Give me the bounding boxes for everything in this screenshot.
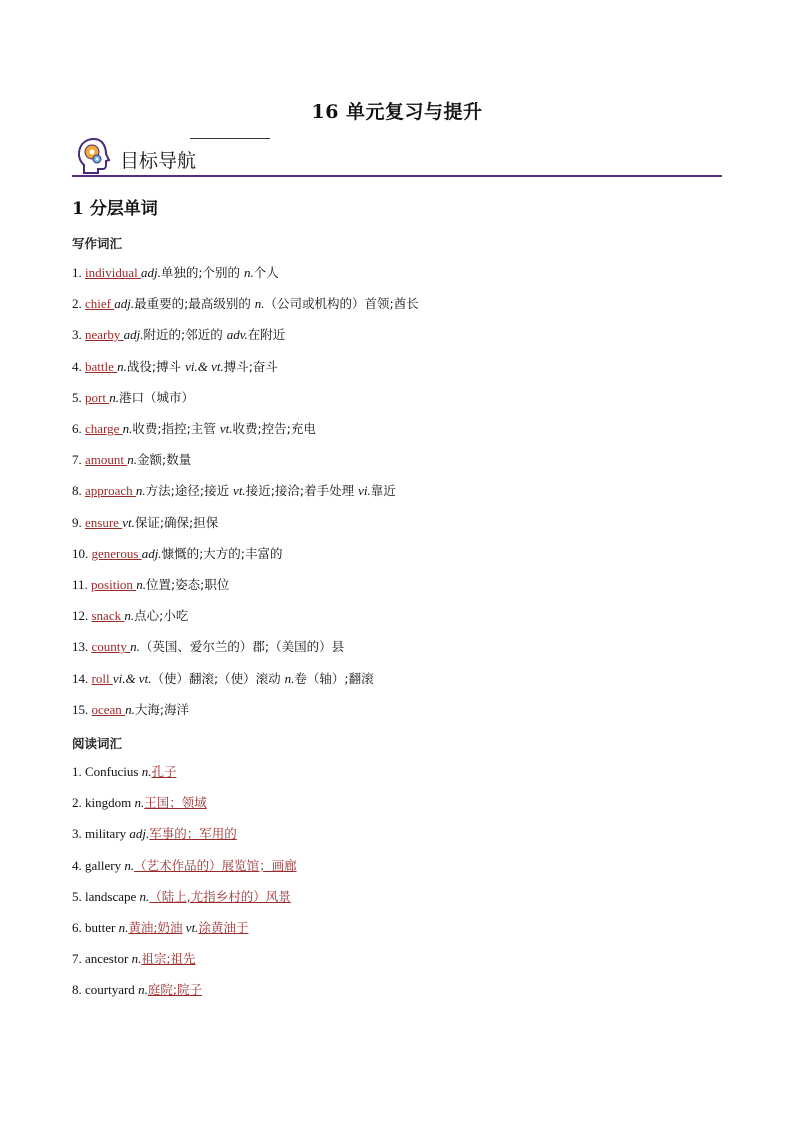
- definition: 在附近: [247, 327, 286, 343]
- part-of-speech: n.: [124, 608, 135, 624]
- head-gears-icon: [76, 136, 112, 176]
- definition: （公司或机构的）首领;酋长: [264, 296, 419, 312]
- vocab-word: roll: [91, 670, 113, 686]
- writing-vocab-heading: 写作词汇: [72, 236, 123, 251]
- answer: 涂黄油于: [198, 920, 249, 935]
- part-of-speech: n.: [124, 857, 135, 873]
- list-item: [72, 421, 316, 437]
- answer: （艺术作品的）展览馆；画廊: [134, 857, 297, 873]
- part-of-speech: n.: [122, 421, 133, 436]
- vocab-word: port: [85, 389, 110, 405]
- part-of-speech: vi.: [358, 483, 371, 499]
- list-item: [72, 515, 218, 531]
- item-number: 8.: [72, 483, 85, 499]
- definition: 位置;姿态;职位: [145, 577, 230, 592]
- definition: 靠近: [370, 483, 396, 499]
- item-number: 13.: [72, 639, 92, 655]
- part-of-speech: vt.: [122, 514, 135, 530]
- item-number: 4.: [72, 857, 85, 873]
- part-of-speech: n.: [284, 670, 295, 686]
- list-item: [72, 577, 229, 593]
- part-of-speech: n.: [127, 452, 137, 468]
- list-item: [72, 702, 189, 718]
- definition: 附近的;邻近的: [143, 327, 227, 343]
- vocab-word: courtyard: [85, 982, 139, 998]
- vocab-word: snack: [91, 608, 125, 624]
- answer: 黄油;奶油: [128, 920, 183, 935]
- banner-rule: [72, 175, 722, 177]
- item-number: 3.: [72, 826, 85, 842]
- definition: 金额;数量: [137, 452, 192, 468]
- answer: 军事的；军用的: [149, 826, 237, 842]
- item-number: 6.: [72, 920, 85, 935]
- item-number: 4.: [72, 358, 85, 374]
- item-number: 5.: [72, 389, 85, 405]
- vocab-word: amount: [85, 452, 128, 468]
- item-number: 11.: [72, 577, 92, 592]
- list-item: [72, 390, 194, 406]
- part-of-speech: n.: [118, 920, 129, 935]
- list-item: [72, 639, 344, 655]
- item-number: 8.: [72, 982, 85, 998]
- item-number: 6.: [72, 421, 85, 436]
- list-item: [72, 483, 396, 499]
- vocab-word: Confucius: [85, 764, 142, 779]
- vocab-word: nearby: [85, 327, 124, 343]
- vocab-word: position: [91, 577, 137, 592]
- part-of-speech: n.: [130, 639, 140, 655]
- definition: （英国、爱尔兰的）郡;（美国的）县: [139, 639, 345, 655]
- part-of-speech: n.: [136, 577, 146, 592]
- part-of-speech: vt.: [233, 483, 246, 499]
- item-number: 12.: [72, 608, 92, 624]
- item-number: 14.: [72, 670, 92, 686]
- part-of-speech: vt.: [182, 920, 199, 935]
- definition: 大海;海洋: [134, 701, 190, 717]
- list-item: [72, 795, 207, 811]
- vocab-word: military: [85, 826, 130, 842]
- vocab-word: gallery: [85, 857, 125, 873]
- definition: （使）翻滚;（使）滚动: [151, 670, 285, 686]
- definition: 点心;小吃: [134, 608, 189, 624]
- list-item: [72, 327, 285, 343]
- item-number: 2.: [72, 296, 85, 312]
- part-of-speech: n.: [139, 888, 150, 904]
- part-of-speech: n.: [135, 483, 146, 499]
- list-item: [72, 546, 283, 562]
- definition: 战役;搏斗: [126, 358, 186, 374]
- item-number: 15.: [72, 701, 92, 717]
- list-item: [72, 982, 202, 998]
- item-number: 10.: [72, 545, 92, 561]
- definition: 最重要的;最高级别的: [134, 296, 255, 312]
- vocab-word: charge: [85, 421, 123, 436]
- vocab-word: generous: [91, 545, 142, 561]
- definition: 收费;控告;充电: [232, 421, 316, 436]
- answer: 祖宗;祖先: [141, 951, 196, 967]
- list-item: [72, 296, 419, 312]
- list-item: [72, 826, 237, 842]
- part-of-speech: n.: [117, 358, 127, 374]
- item-number: 2.: [72, 795, 85, 811]
- item-number: 5.: [72, 888, 85, 904]
- item-number: 9.: [72, 514, 85, 530]
- item-number: 3.: [72, 327, 85, 343]
- section-heading: 1 分层单词: [72, 199, 158, 219]
- part-of-speech: n.: [254, 296, 265, 312]
- vocab-word: butter: [85, 920, 119, 935]
- list-item: [72, 265, 279, 281]
- answer: 王国；领域: [144, 795, 207, 811]
- list-item: [72, 951, 196, 967]
- answer: 庭院;院子: [147, 982, 203, 998]
- part-of-speech: n.: [131, 951, 142, 967]
- part-of-speech: n.: [125, 701, 135, 717]
- definition: 收费;指控;主管: [132, 421, 220, 436]
- banner-top-line: [190, 138, 270, 139]
- section-banner: [72, 132, 722, 178]
- list-item: [72, 671, 374, 687]
- part-of-speech: adj.: [114, 296, 135, 312]
- definition: 单独的;个别的: [160, 265, 245, 280]
- definition: 港口（城市）: [118, 389, 194, 405]
- part-of-speech: n.: [134, 795, 145, 811]
- page-title: 16 单元复习与提升: [311, 101, 483, 123]
- vocab-word: ancestor: [85, 951, 132, 967]
- list-item: [72, 858, 297, 874]
- item-number: 7.: [72, 452, 85, 468]
- part-of-speech: adj.: [140, 265, 161, 280]
- item-number: 7.: [72, 951, 85, 967]
- list-item: [72, 920, 248, 936]
- part-of-speech: adj.: [123, 327, 144, 343]
- part-of-speech: vi.& vt.: [112, 670, 152, 686]
- list-item: [72, 764, 176, 780]
- part-of-speech: adv.: [226, 327, 248, 343]
- part-of-speech: n.: [244, 265, 254, 280]
- vocab-word: battle: [85, 358, 118, 374]
- answer: 孔子: [151, 764, 177, 779]
- definition: 方法;途径;接近: [145, 483, 234, 499]
- definition: 接近;接洽;着手处理: [245, 483, 359, 499]
- list-item: [72, 359, 278, 375]
- list-item: [72, 889, 291, 905]
- item-number: 1.: [72, 764, 85, 779]
- part-of-speech: adj.: [129, 826, 150, 842]
- list-item: [72, 452, 191, 468]
- definition: 搏斗;奋斗: [223, 358, 278, 374]
- definition: 保证;确保;担保: [134, 514, 219, 530]
- part-of-speech: vi.& vt.: [185, 358, 224, 374]
- vocab-word: ensure: [85, 514, 123, 530]
- vocab-word: chief: [85, 296, 115, 312]
- part-of-speech: n.: [141, 764, 152, 779]
- item-number: 1.: [72, 265, 85, 280]
- vocab-word: county: [91, 639, 131, 655]
- definition: 个人: [253, 265, 279, 280]
- definition: 卷（轴）;翻滚: [294, 670, 374, 686]
- vocab-word: ocean: [91, 701, 126, 717]
- part-of-speech: adj.: [141, 545, 162, 561]
- list-item: [72, 608, 188, 624]
- vocab-word: landscape: [85, 888, 140, 904]
- vocab-word: kingdom: [85, 795, 135, 811]
- part-of-speech: vt.: [219, 421, 233, 436]
- part-of-speech: n.: [109, 389, 119, 405]
- vocab-word: approach: [85, 483, 136, 499]
- vocab-word: individual: [85, 265, 141, 280]
- banner-label: 目标导航: [120, 150, 197, 172]
- reading-vocab-heading: 阅读词汇: [72, 736, 123, 751]
- answer: （陆上,尤指乡村的）风景: [149, 888, 291, 904]
- definition: 慷慨的;大方的;丰富的: [161, 545, 283, 561]
- part-of-speech: n.: [138, 982, 148, 998]
